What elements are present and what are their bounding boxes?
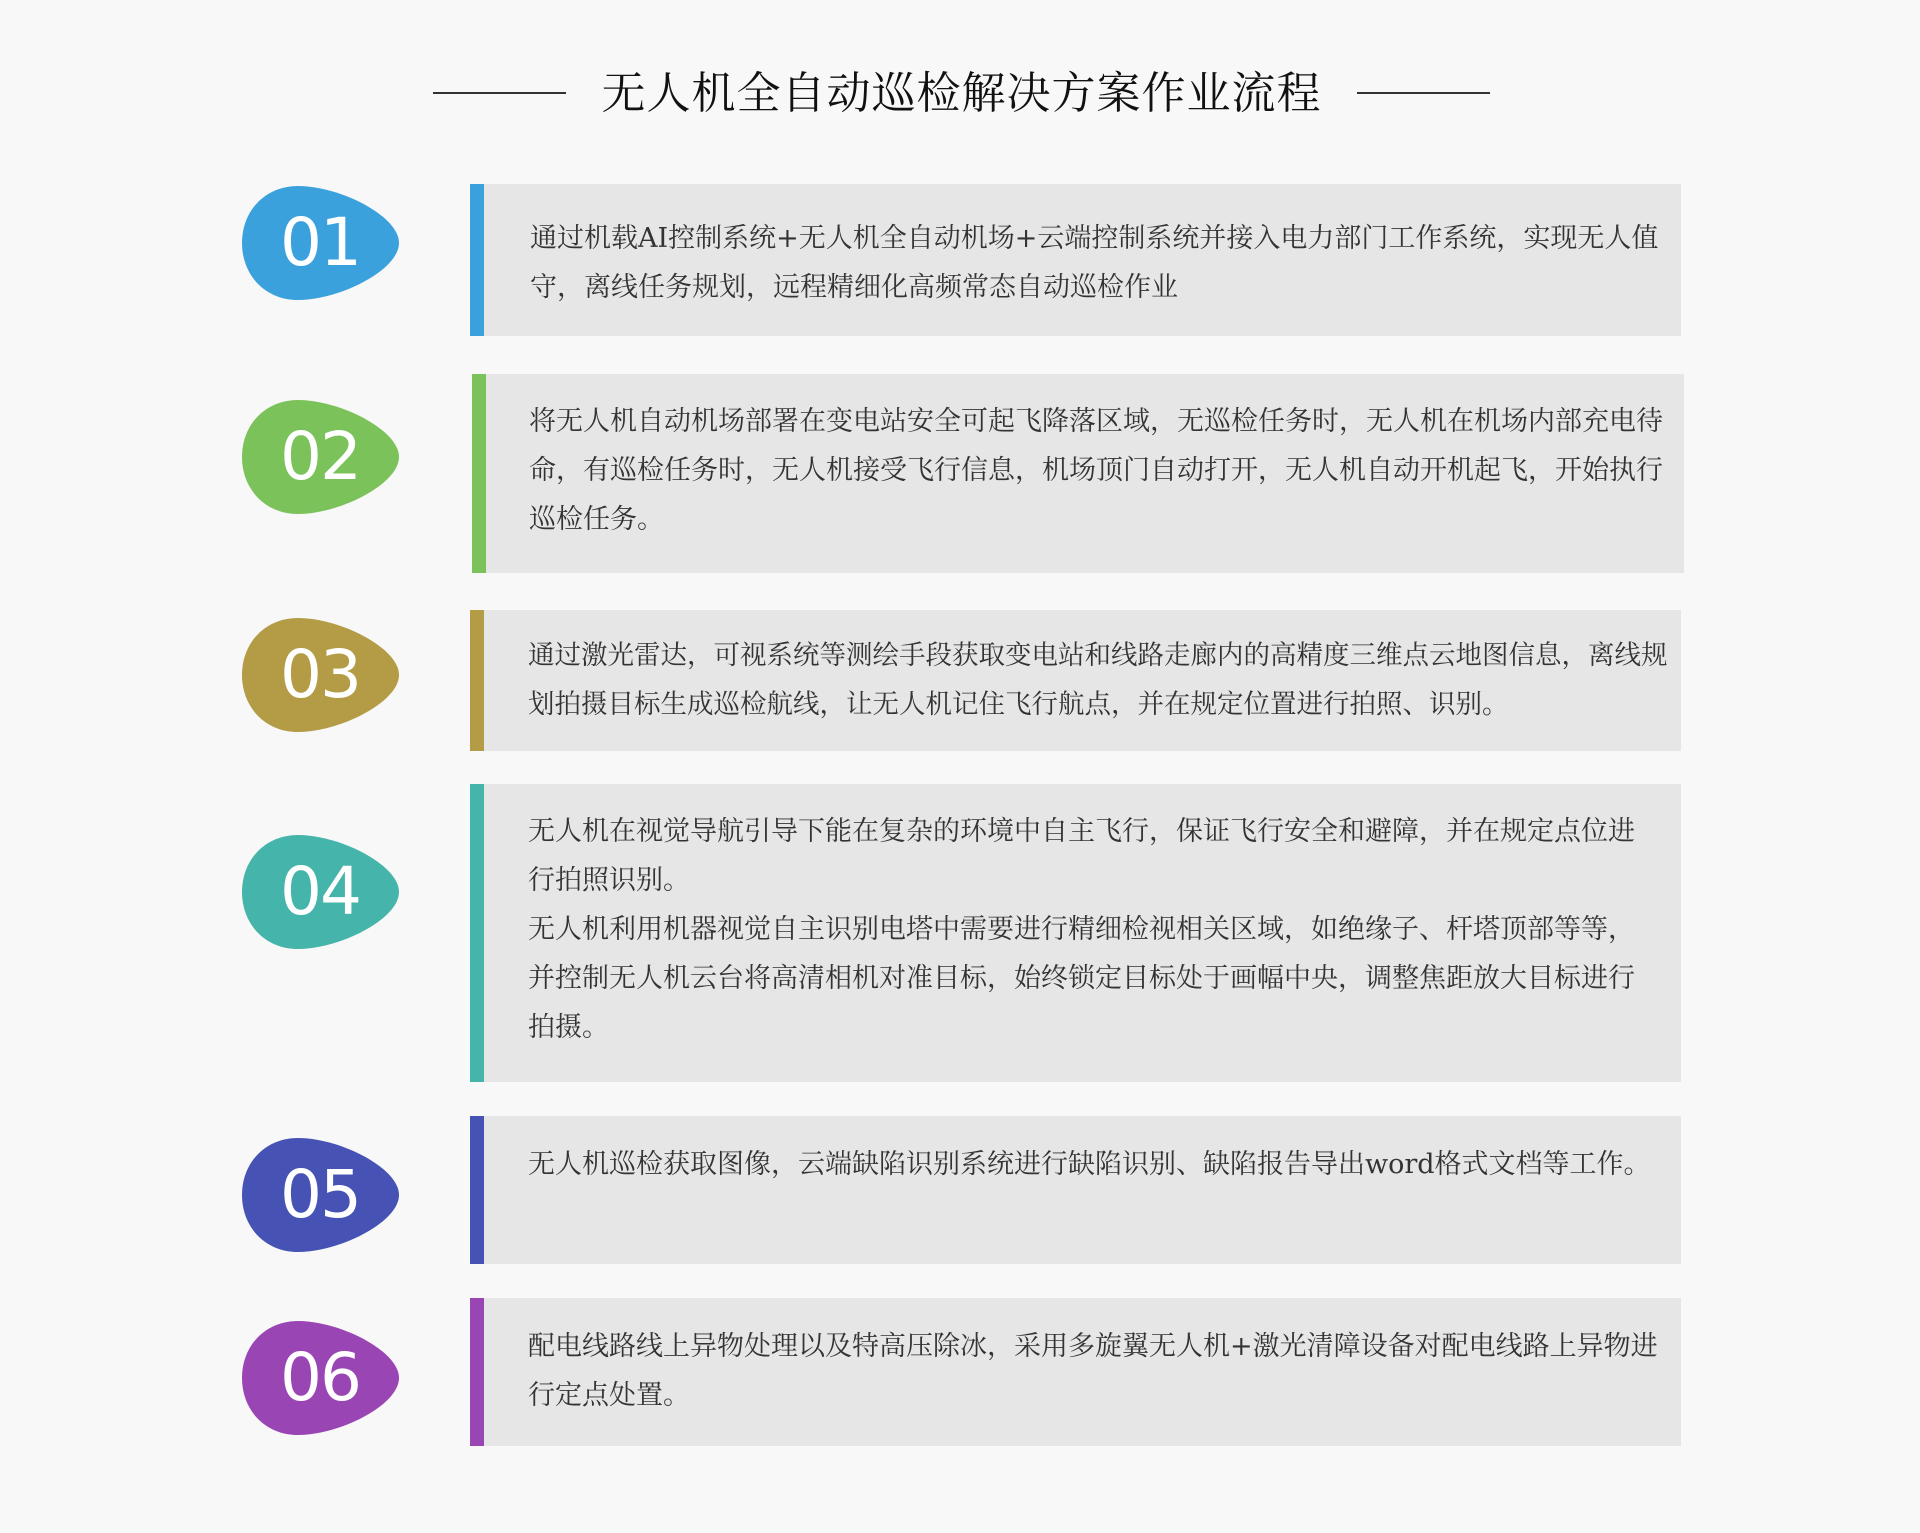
step-number: 01	[280, 204, 360, 281]
step-accent-bar	[470, 784, 484, 1082]
step-description	[528, 807, 1661, 1052]
step-accent-bar	[470, 1298, 484, 1446]
step-accent-bar	[472, 374, 486, 573]
step-paragraph: 将无人机自动机场部署在变电站安全可起飞降落区域，无巡检任务时，无人机在机场内部充电待命，有巡检任务时，无人机接受飞行信息，机场顶门自动打开，无人机自动开机起飞，开始执行巡检任务。	[529, 406, 1663, 535]
step-paragraph: 配电线路线上异物处理以及特高压除冰，采用多旋翼无人机+激光清障设备对配电线路上异物进行定点处置。	[528, 1331, 1658, 1411]
step-accent-bar	[470, 184, 484, 336]
step-description	[530, 214, 1661, 312]
step-number-badge	[240, 398, 401, 516]
page-header	[0, 64, 1920, 124]
step-number: 06	[280, 1339, 360, 1416]
step-description	[528, 1140, 1661, 1189]
step-number: 04	[280, 853, 360, 930]
step-description-card	[470, 784, 1681, 1082]
title-rule-left	[433, 92, 566, 94]
step-description-card	[472, 374, 1684, 573]
step-paragraph: 无人机在视觉导航引导下能在复杂的环境中自主飞行，保证飞行安全和避障，并在规定点位进行拍照识别。	[528, 816, 1635, 896]
step-number-badge	[240, 1136, 401, 1254]
step-paragraph: 无人机利用机器视觉自主识别电塔中需要进行精细检视相关区域，如绝缘子、杆塔顶部等等，并控制无人机云台将高清相机对准目标，始终锁定目标处于画幅中央，调整焦距放大目标进行拍摄。	[528, 914, 1635, 1043]
step-number: 05	[280, 1156, 360, 1233]
step-description-card	[470, 1298, 1681, 1446]
step-number-badge	[240, 184, 401, 302]
step-description	[529, 397, 1664, 544]
step-number-badge	[240, 1319, 401, 1437]
step-description-card	[470, 610, 1681, 751]
title-rule-right	[1357, 92, 1490, 94]
page-title: 无人机全自动巡检解决方案作业流程	[601, 68, 1322, 119]
step-number: 03	[280, 636, 360, 713]
step-paragraph: 通过机载AI控制系统+无人机全自动机场+云端控制系统并接入电力部门工作系统，实现无人值守，离线任务规划，远程精细化高频常态自动巡检作业	[530, 223, 1659, 303]
step-paragraph: 无人机巡检获取图像，云端缺陷识别系统进行缺陷识别、缺陷报告导出word格式文档等工作。	[528, 1149, 1651, 1180]
step-number-badge	[240, 833, 401, 951]
step-accent-bar	[470, 1116, 484, 1264]
step-description-card	[470, 1116, 1681, 1264]
step-description	[528, 631, 1675, 729]
step-number-badge	[240, 616, 401, 734]
step-number: 02	[280, 418, 360, 495]
step-description-card	[470, 184, 1681, 336]
step-accent-bar	[470, 610, 484, 751]
step-paragraph: 通过激光雷达，可视系统等测绘手段获取变电站和线路走廊内的高精度三维点云地图信息，离线规划拍摄目标生成巡检航线，让无人机记住飞行航点，并在规定位置进行拍照、识别。	[528, 640, 1668, 720]
step-description	[528, 1322, 1661, 1420]
